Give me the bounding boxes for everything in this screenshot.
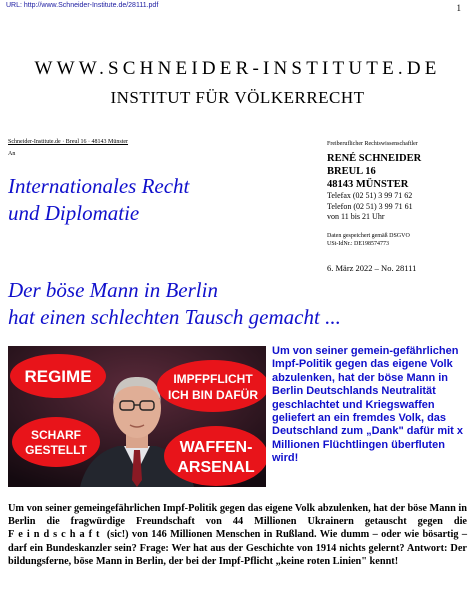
meme-image-graphic [8,346,266,487]
date-number: 6. März 2022 – No. 28111 [327,263,417,273]
contact-block [327,140,467,273]
page-number: 1 [456,3,461,13]
bubble-waffen [164,426,266,486]
sender-line: Schneider-Institute.de · Breul 16 · 48143 Münster [8,139,129,145]
recipient-label: An [8,151,16,157]
body-spaced-word: Feindschaft [8,529,104,541]
bubble-waffen-text-2: ARSENAL [177,459,255,476]
site-title: WWW.SCHNEIDER-INSTITUTE.DE [34,58,441,79]
bubble-impfpflicht [157,360,266,412]
contact-city: 48143 MÜNSTER [327,179,409,190]
bubble-regime-text: REGIME [24,367,92,386]
data-protection-note: Daten gespeichert gemäß DSGVO [327,232,410,239]
bubble-impf-text-1: IMPFPFLICHT [173,372,253,386]
source-url[interactable]: URL: http://www.Schneider-Institute.de/28111.pdf [6,2,159,9]
bubble-scharf-text-2: GESTELLT [25,443,87,457]
headline-line-1: Der böse Mann in Berlin [8,278,218,302]
bubble-impf-text-2: ICH BIN DAFÜR [168,388,258,402]
contact-street: BREUL 16 [327,166,376,177]
bubble-scharf [12,417,100,467]
institute-name: INSTITUT FÜR VÖLKERRECHT [110,88,365,107]
headline-line-2: hat einen schlechten Tausch gemacht ... [8,305,341,329]
subject-line-1: Internationales Recht [8,174,190,198]
side-caption: Um von seiner gemein-gefährlichen Impf-Politik gegen das eigene Volk abzulenken, hat der böse Mann in Berlin Deutschlands Neutralität geschlachtet und Kriegswaffen geliefert an ein fremdes Volk, das Deutschland zum „Dank" dafür mit x Millionen Flüchtlingen überfluten wird! [272,345,464,465]
profession: Freiberuflicher Rechtswissenschaftler [327,141,418,147]
contact-hours: von 11 bis 21 Uhr [327,212,385,221]
subject-heading [8,173,189,227]
meme-image [8,346,266,487]
subject-line-2: und Diplomatie [8,201,140,225]
contact-telefon: Telefon (02 51) 3 99 71 61 [327,201,413,211]
headline [8,277,468,331]
body-paragraph [8,502,467,568]
contact-name: RENÉ SCHNEIDER [327,153,422,164]
contact-telefax: Telefax (02 51) 3 99 71 62 [327,191,413,200]
vat-id: USt-IdNr.: DE198574773 [327,241,389,247]
bubble-waffen-text-1: WAFFEN- [179,439,253,456]
body-part-1: Um von seiner gemeingefährlichen Impf-Politik gegen das eigene Volk abzulenken, hat der böse Mann in Berlin die fragwürdige Freundschaft von 44 Millionen Ukrainern getauscht gegen die [8,503,467,528]
bubble-scharf-text-1: SCHARF [31,428,81,442]
body-part-2: (sic!) von 146 Millionen Menschen in Rußland. Wie dumm – oder wie bösartig – darf ein Bundeskanzler sein? Frage: Wer hat aus der Geschichte von 1914 nichts gelernt? Antwort: Der bildungsferne, böse Mann in Berlin, der bei der Impf-Pflicht „keine roten Linien" kennt! [8,529,467,567]
